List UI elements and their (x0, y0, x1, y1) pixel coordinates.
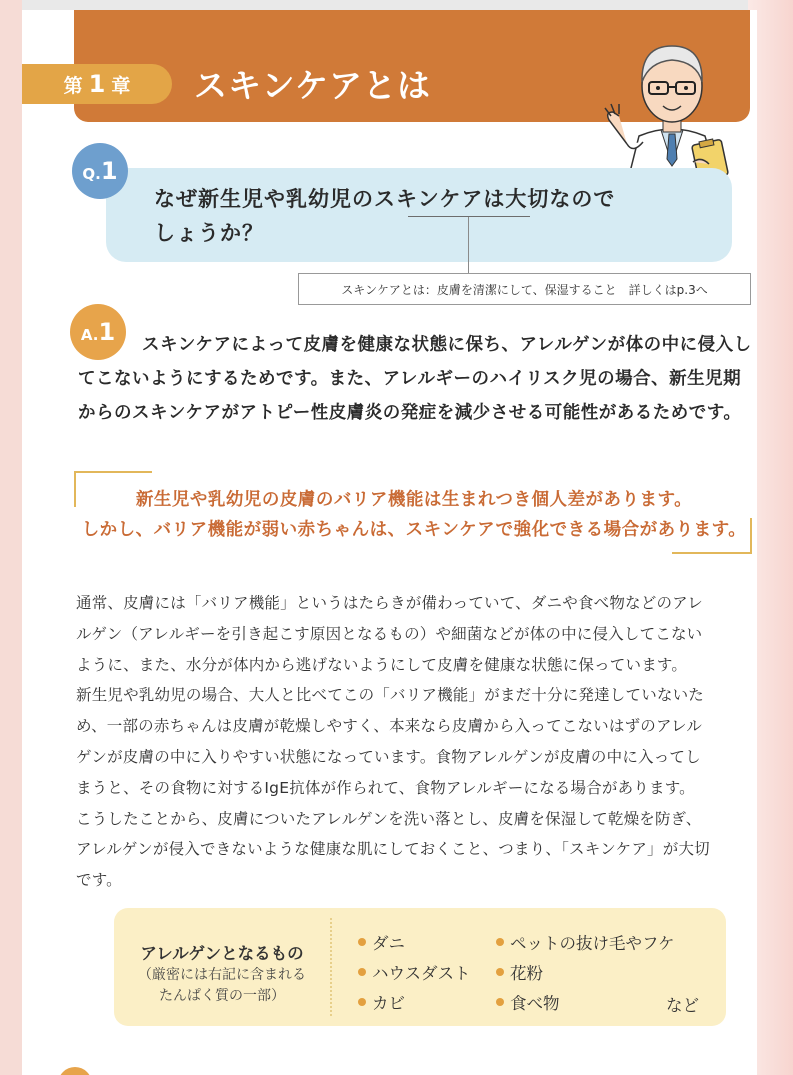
body-paragraph (76, 588, 757, 896)
chapter-suffix: 章 (111, 74, 131, 97)
allergen-item (358, 990, 405, 1014)
allergen-item-label: カビ (372, 994, 405, 1013)
page-margin-left (0, 0, 22, 1075)
chapter-title: スキンケアとは (194, 66, 432, 105)
body-line: ルゲン（アレルギーを引き起こす原因となるもの）や細菌などが体の中に侵入してこない (76, 624, 703, 643)
document-page (22, 10, 757, 1075)
body-line: です。 (76, 871, 122, 890)
body-line: ゲンが皮膚の中に入りやすい状態になっています。食物アレルゲンが皮膚の中に入ってし (76, 747, 701, 766)
bullet-dot-icon (358, 968, 366, 976)
next-section-badge (58, 1067, 92, 1075)
body-line: アレルゲンが侵入できないような健康な肌にしておくこと、つまり、「スキンケア」が大切 (76, 840, 710, 859)
allergen-item (496, 960, 543, 984)
allergen-item-label: 食べ物 (510, 994, 560, 1013)
body-line: 新生児や乳幼児の場合、大人と比べてこの「バリア機能」がまだ十分に発達していないた (76, 686, 705, 705)
allergen-item (496, 990, 560, 1014)
doctor-illustration-icon (597, 24, 747, 184)
allergen-item-label: 花粉 (510, 964, 543, 983)
bullet-dot-icon (496, 938, 504, 946)
answer-badge-letter: A. (80, 326, 99, 344)
bullet-dot-icon (358, 938, 366, 946)
highlight-line-2: しかし、バリア機能が弱い赤ちゃんは、スキンケアで強化できる場合があります。 (81, 520, 747, 540)
allergen-item (496, 930, 675, 954)
chapter-prefix: 第 (63, 74, 83, 97)
question-badge-letter: Q. (82, 165, 101, 183)
answer-badge (70, 304, 126, 360)
allergen-box-divider (330, 918, 332, 1016)
answer-badge-number: 1 (98, 318, 116, 346)
answer-text: スキンケアによって皮膚を健康な状態に保ち、アレルゲンが体の中に侵入してこないようにするためです。また、アレルギーのハイリスク児の場合、新生児期からのスキンケアがアトピー性皮膚炎の発症を減少させる可能性があるためです。 (78, 335, 752, 423)
question-badge-number: 1 (100, 157, 118, 185)
bullet-dot-icon (358, 998, 366, 1006)
chapter-tab (22, 64, 172, 104)
chapter-number: 1 (88, 70, 106, 98)
allergen-item-label: ハウスダスト (372, 964, 471, 983)
allergen-item (358, 960, 471, 984)
bullet-dot-icon (496, 968, 504, 976)
body-line: め、一部の赤ちゃんは皮膚が乾燥しやすく、本来なら皮膚から入ってこないはずのアレル (76, 717, 703, 736)
allergen-item (358, 930, 405, 954)
allergen-subtitle-line-1: （厳密には右記に含まれる (138, 967, 306, 983)
skincare-underline (408, 216, 530, 217)
allergen-etc: など (666, 996, 699, 1015)
body-line: こうしたことから、皮膚についたアレルゲンを洗い落とし、皮膚を保湿して乾燥を防ぎ、 (76, 809, 702, 828)
skincare-definition-note: スキンケアとは：皮膚を清潔にして、保湿すること 詳しくはp.3へ (298, 273, 751, 305)
allergen-title: アレルゲンとなるもの (140, 944, 304, 963)
bullet-dot-icon (496, 998, 504, 1006)
allergen-item-label: ペットの抜け毛やフケ (510, 934, 675, 953)
body-line: ように、また、水分が体内から逃げないようにして皮膚を健康な状態に保っています。 (76, 655, 688, 674)
question-line-1: なぜ新生児や乳幼児のスキンケアは大切なので (154, 187, 616, 211)
body-line: まうと、その食物に対するIgE抗体が作られて、食物アレルギーになる場合があります。 (76, 778, 695, 797)
question-badge (72, 143, 128, 199)
allergen-item-label: ダニ (372, 934, 405, 953)
question-line-2: しょうか？ (154, 221, 264, 245)
note-connector-line (468, 217, 469, 273)
allergen-subtitle-line-2: たんぱく質の一部） (159, 988, 285, 1004)
highlight-line-1: 新生児や乳幼児の皮膚のバリア機能は生まれつき個人差があります。 (135, 490, 693, 510)
body-line: 通常、皮膚には「バリア機能」というはたらきが備わっていて、ダニや食べ物などのアレ (76, 594, 703, 612)
allergen-subtitle (114, 965, 330, 1007)
